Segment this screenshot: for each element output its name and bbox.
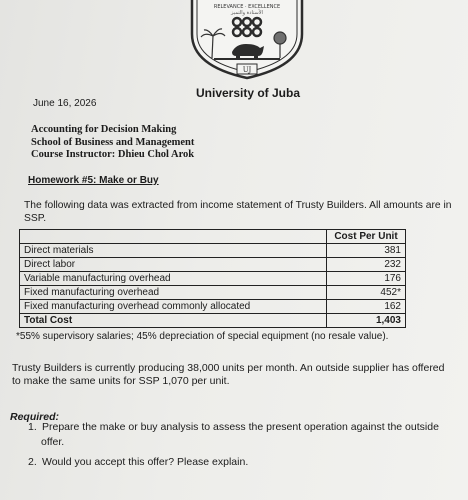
course-instructor: Course Instructor: Dhieu Chol Arok [31,149,195,160]
total-label: Total Cost [20,314,327,328]
row-value: 381 [327,244,406,258]
university-logo [184,0,310,80]
homework-title: Homework #5: Make or Buy [28,175,159,186]
university-name: University of Juba [195,86,301,100]
row-value: 176 [327,272,406,286]
document-date: June 16, 2026 [33,98,97,109]
course-info [31,124,194,162]
row-value: 232 [327,258,406,272]
question-item [28,455,248,470]
table-total-row [20,314,406,328]
logo-motto-arabic: الأستاذة والتميز [231,10,263,16]
row-value: 162 [327,300,406,314]
row-label: Direct labor [20,258,327,272]
scenario-line: to make the same units for SSP 1,070 per unit. [12,375,230,387]
table-row [20,300,406,314]
required-heading: Required: [10,411,60,423]
question-item [28,420,439,450]
table-row [20,286,406,300]
question-number: 1. [28,421,37,433]
logo-motto-english: RELEVANCE · EXCELLENCE [213,4,281,10]
question-number: 2. [28,456,37,468]
question-continuation: offer. [41,436,65,448]
table-footnote: *55% supervisory salaries; 45% depreciation of special equipment (no resale value). [16,331,389,342]
course-title: Accounting for Decision Making [31,124,177,135]
row-label: Direct materials [20,244,327,258]
row-label: Fixed manufacturing overhead commonly allocated [20,300,327,314]
table-header-cost: Cost Per Unit [327,230,406,244]
table-header-blank [20,230,327,244]
school-name: School of Business and Management [31,136,195,148]
logo-initials: UJ [242,66,252,74]
total-value: 1,403 [327,314,406,328]
intro-text: The following data was extracted from income statement of Trusty Builders. All amounts are in SSP. [24,200,452,224]
table-header-row [20,230,406,244]
row-label: Variable manufacturing overhead [20,272,327,286]
scenario-line: Trusty Builders is currently producing 38,000 units per month. An outside supplier has offered [12,362,445,374]
scenario-paragraph [12,362,468,388]
question-text: Prepare the make or buy analysis to assess the present operation against the outside [42,421,439,433]
table-row [20,272,406,286]
table-row [20,258,406,272]
table-row [20,244,406,258]
row-label: Fixed manufacturing overhead [20,286,327,300]
question-text: Would you accept this offer? Please explain. [42,456,249,468]
cost-table [19,229,406,328]
row-value: 452* [327,286,406,300]
